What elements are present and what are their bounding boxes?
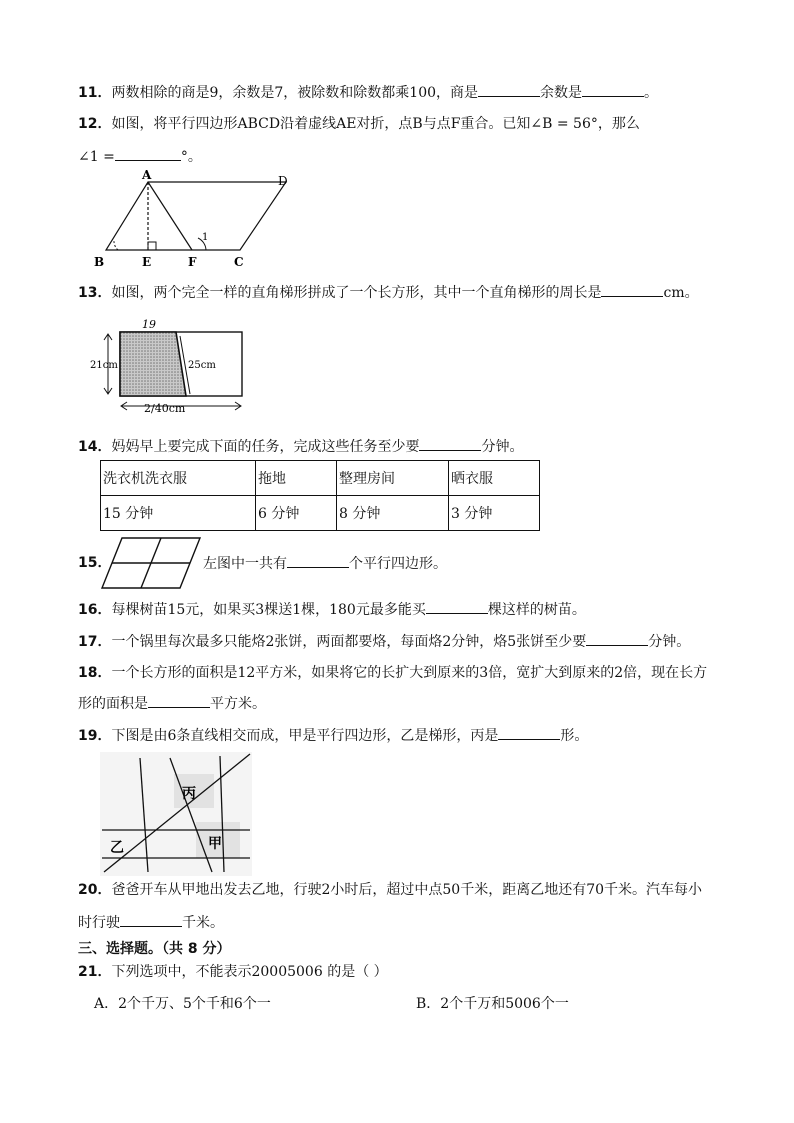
table-header: 晒衣服: [449, 461, 540, 496]
question-14: [78, 436, 523, 457]
question-number: 13．: [78, 285, 112, 301]
question-text: 棵这样的树苗。: [487, 602, 586, 618]
option-a[interactable]: A．2个千万、5个千和6个一: [94, 996, 271, 1012]
parallelogram-grid-figure: [100, 536, 202, 590]
question-text: 如图，将平行四边形ABCD沿着虚线AE对折，点B与点F重合。已知∠B = 56°，那么: [111, 116, 640, 132]
trapezoid-rectangle-figure: [90, 314, 250, 420]
question-text: 爸爸开车从甲地出发去乙地，行驶2小时后，超过中点50千米，距离乙地还有70千米。汽车每小: [111, 882, 703, 898]
label-bing: 丙: [182, 786, 196, 802]
answer-blank[interactable]: [582, 82, 644, 97]
question-number: 16．: [78, 602, 112, 618]
answer-blank[interactable]: [419, 436, 481, 451]
question-18-line2: [78, 693, 266, 714]
section-title: 三、选择题。（共 8 分）: [78, 941, 231, 957]
question-number: 17．: [78, 634, 112, 650]
question-number: 12．: [78, 116, 112, 132]
label-length: 2/40cm: [144, 402, 186, 415]
question-20: [78, 880, 702, 900]
answer-blank[interactable]: [478, 82, 540, 97]
question-text: 时行驶: [78, 915, 120, 931]
question-19: [78, 725, 588, 746]
question-number: 21．: [78, 964, 112, 980]
label-angle-1: 1: [202, 232, 209, 243]
question-number: 19．: [78, 728, 112, 744]
question-number: 11．: [78, 85, 112, 101]
label-jia: 甲: [208, 836, 222, 852]
label-top: 19: [142, 318, 156, 331]
question-text: 一个长方形的面积是12平方米，如果将它的长扩大到原来的3倍，宽扩大到原来的2倍，现在长方: [111, 665, 708, 681]
label-diagonal: 25cm: [188, 360, 216, 371]
label-a: A: [142, 168, 152, 182]
table-header: 拖地: [256, 461, 337, 496]
answer-blank[interactable]: [586, 631, 648, 646]
question-20-line2: [78, 912, 224, 933]
question-text: 分钟。: [481, 439, 524, 455]
table-row: [101, 461, 540, 496]
question-text: 余数是: [540, 85, 583, 101]
question-number: 20．: [78, 882, 112, 898]
question-text: 分钟。: [648, 634, 691, 650]
question-text: 妈妈早上要完成下面的任务，完成这些任务至少要: [111, 439, 420, 455]
answer-blank[interactable]: [115, 146, 181, 161]
table-row: [101, 496, 540, 531]
table-cell: 8 分钟: [337, 496, 449, 531]
question-text: 如图，两个完全一样的直角梯形拼成了一个长方形，其中一个直角梯形的周长是: [111, 285, 602, 301]
question-21: [78, 962, 388, 982]
parallelogram-figure: [88, 168, 308, 272]
question-15: [203, 553, 447, 574]
question-13: [78, 282, 699, 303]
question-text: 千米。: [182, 915, 224, 931]
question-number: 18．: [78, 665, 112, 681]
question-16: [78, 599, 586, 620]
answer-blank[interactable]: [498, 725, 560, 740]
question-text: 下列选项中，不能表示20005006 的是（ ）: [111, 964, 388, 980]
label-d: D: [278, 174, 288, 188]
answer-blank[interactable]: [120, 912, 182, 927]
question-number: 14．: [78, 439, 112, 455]
label-c: C: [234, 255, 244, 269]
table-cell: 15 分钟: [101, 496, 256, 531]
label-e: E: [142, 255, 152, 269]
question-text: 。: [644, 85, 659, 101]
question-text: cm。: [663, 285, 699, 301]
question-12: [78, 114, 640, 134]
option-b[interactable]: B．2个千万和5006个一: [416, 996, 569, 1012]
task-table: [100, 460, 540, 531]
question-number: 15．: [78, 555, 112, 571]
table-cell: 6 分钟: [256, 496, 337, 531]
answer-blank[interactable]: [426, 599, 488, 614]
question-text: ∠1 =: [78, 149, 115, 165]
table-header: 整理房间: [337, 461, 449, 496]
question-12-line2: [78, 146, 202, 167]
label-b: B: [94, 255, 105, 269]
question-text: 一个锅里每次最多只能烙2张饼，两面都要烙，每面烙2分钟，烙5张饼至少要: [111, 634, 587, 650]
question-text: °。: [180, 149, 202, 165]
label-height: 21cm: [90, 360, 118, 371]
label-f: F: [188, 255, 197, 269]
label-yi: 乙: [110, 840, 124, 856]
answer-blank[interactable]: [287, 553, 349, 568]
question-text: 个平行四边形。: [349, 556, 447, 572]
question-text: 形。: [560, 728, 589, 744]
table-cell: 3 分钟: [449, 496, 540, 531]
question-text: 下图是由6条直线相交而成，甲是平行四边形，乙是梯形，丙是: [111, 728, 499, 744]
question-text: 左图中一共有: [203, 556, 287, 572]
question-text: 平方米。: [210, 696, 266, 712]
answer-blank[interactable]: [148, 693, 210, 708]
question-17: [78, 631, 690, 652]
question-11: [78, 82, 658, 103]
six-lines-figure: [100, 752, 252, 876]
table-header: 洗衣机洗衣服: [101, 461, 256, 496]
answer-blank[interactable]: [601, 282, 663, 297]
question-text: 两数相除的商是9，余数是7，被除数和除数都乘100，商是: [111, 85, 479, 101]
question-text: 形的面积是: [78, 696, 148, 712]
question-text: 每棵树苗15元，如果买3棵送1棵，180元最多能买: [111, 602, 426, 618]
question-18: [78, 663, 707, 683]
